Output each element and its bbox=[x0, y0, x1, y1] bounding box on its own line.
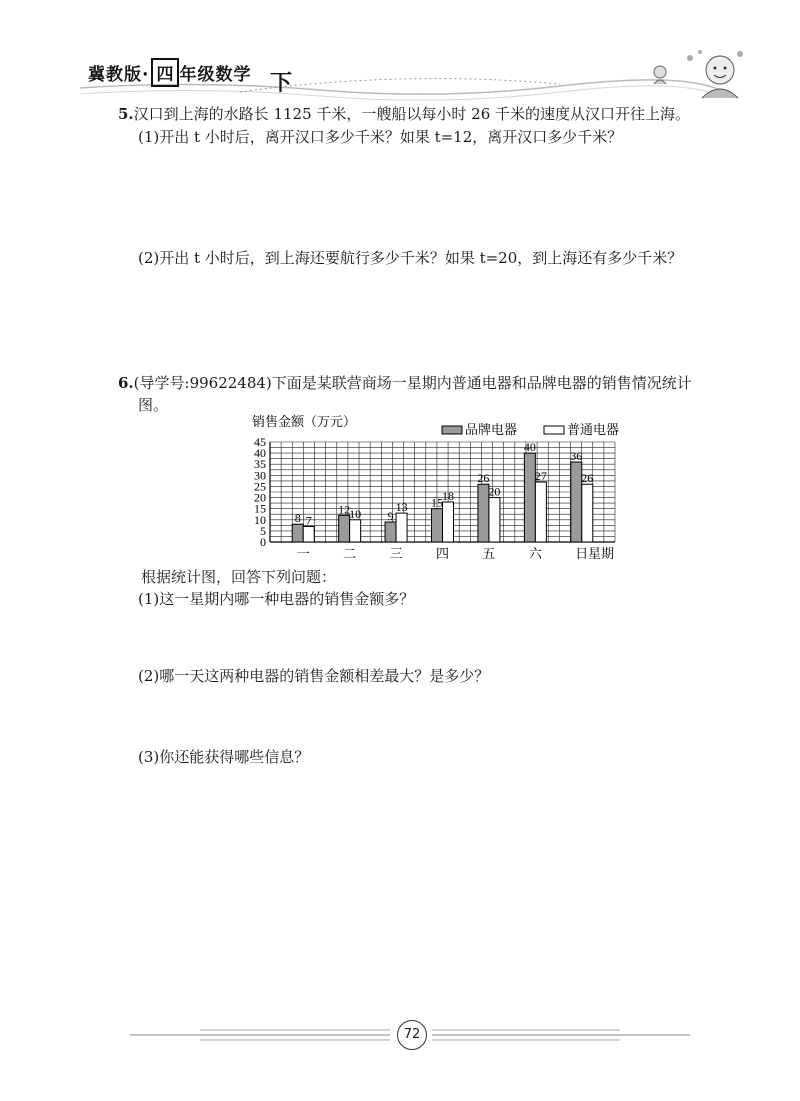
bar-brand bbox=[478, 484, 489, 542]
volume-mark: 下 bbox=[270, 71, 293, 96]
bar-regular bbox=[350, 520, 361, 542]
bar-value-label: 15 bbox=[431, 495, 443, 510]
legend-swatch bbox=[442, 426, 462, 434]
question-6-part-3: (3)你还能获得哪些信息？ bbox=[138, 748, 310, 766]
bar-value-label: 12 bbox=[338, 502, 351, 517]
y-tick-label: 35 bbox=[254, 457, 266, 472]
question-5-part-1: (1)开出 t 小时后，离开汉口多少千米？如果 t=12，离开汉口多少千米？ bbox=[138, 128, 623, 146]
bar-value-label: 13 bbox=[395, 500, 408, 515]
y-tick-label: 5 bbox=[260, 523, 266, 538]
legend-label: 普通电器 bbox=[567, 423, 620, 438]
bar-value-label: 20 bbox=[488, 484, 501, 499]
question-5-part-2: (2)开出 t 小时后，到上海还要航行多少千米？如果 t=20，到上海还有多少千米？ bbox=[138, 249, 683, 267]
page-header bbox=[0, 0, 800, 110]
x-axis-label: 星期 bbox=[588, 547, 615, 562]
bar-value-label: 26 bbox=[581, 471, 594, 486]
y-tick-label: 15 bbox=[254, 501, 266, 516]
x-tick-label: 五 bbox=[482, 547, 496, 562]
sales-bar-chart bbox=[230, 410, 630, 570]
x-tick-label: 三 bbox=[389, 547, 403, 562]
x-tick-label: 二 bbox=[343, 547, 357, 562]
y-tick-label: 30 bbox=[254, 468, 266, 483]
question-6-part-2: (2)哪一天这两种电器的销售金额相差最大？是多少？ bbox=[138, 667, 490, 685]
question-text: (导学号:99622484)下面是某联营商场一星期内普通电器和品牌电器的销售情况统计 bbox=[133, 374, 692, 392]
x-tick-label: 日 bbox=[575, 547, 589, 562]
grade-box: 四 bbox=[151, 58, 179, 87]
question-6-part-1: (1)这一星期内哪一种电器的销售金额多？ bbox=[138, 590, 415, 608]
y-tick-label: 10 bbox=[254, 512, 266, 527]
bar-value-label: 18 bbox=[442, 489, 454, 503]
bar-brand bbox=[524, 453, 535, 542]
y-tick-label: 20 bbox=[254, 490, 266, 505]
bar-value-label: 10 bbox=[349, 506, 362, 521]
legend-swatch bbox=[544, 426, 564, 434]
question-6-text-continued: 图。 bbox=[138, 396, 169, 414]
bar-regular bbox=[489, 498, 500, 542]
question-6-intro: 根据统计图，回答下列问题： bbox=[141, 568, 337, 586]
textbook-brand: 冀教版· 四 年级数学 bbox=[88, 58, 251, 87]
x-tick-label: 一 bbox=[296, 547, 310, 562]
question-number: 6. bbox=[118, 374, 134, 392]
bar-value-label: 40 bbox=[523, 440, 536, 455]
page-number: 72 bbox=[397, 1020, 427, 1050]
y-tick-label: 45 bbox=[254, 435, 266, 449]
bar-value-label: 27 bbox=[534, 469, 547, 483]
bar-value-label: 9 bbox=[387, 509, 394, 523]
bar-value-label: 36 bbox=[570, 449, 583, 463]
bar-brand bbox=[339, 515, 350, 542]
question-text: 汉口到上海的水路长 1125 千米，一艘船以每小时 26 千米的速度从汉口开往上海。 bbox=[133, 105, 691, 123]
question-6 bbox=[118, 372, 692, 394]
y-tick-label: 0 bbox=[260, 535, 266, 549]
bar-regular bbox=[396, 513, 407, 542]
y-tick-label: 40 bbox=[254, 446, 266, 461]
bar-regular bbox=[443, 502, 454, 542]
y-tick-label: 25 bbox=[254, 479, 266, 494]
y-axis-label: 销售金额（万元） bbox=[252, 415, 357, 430]
bar-value-label: 7 bbox=[305, 513, 312, 528]
bar-regular bbox=[582, 484, 593, 542]
bar-value-label: 8 bbox=[294, 511, 301, 526]
bar-brand bbox=[571, 462, 582, 542]
bar-regular bbox=[303, 526, 314, 542]
cartoon-kids-icon bbox=[640, 40, 750, 100]
bar-value-label: 26 bbox=[477, 471, 490, 486]
bar-regular bbox=[535, 482, 546, 542]
bar-brand bbox=[385, 522, 396, 542]
question-number: 5. bbox=[118, 105, 134, 123]
bar-brand bbox=[292, 524, 303, 542]
bar-brand bbox=[432, 509, 443, 542]
legend-label: 品牌电器 bbox=[465, 423, 518, 438]
x-tick-label: 六 bbox=[528, 547, 542, 562]
x-tick-label: 四 bbox=[435, 547, 450, 562]
question-5 bbox=[118, 103, 690, 125]
